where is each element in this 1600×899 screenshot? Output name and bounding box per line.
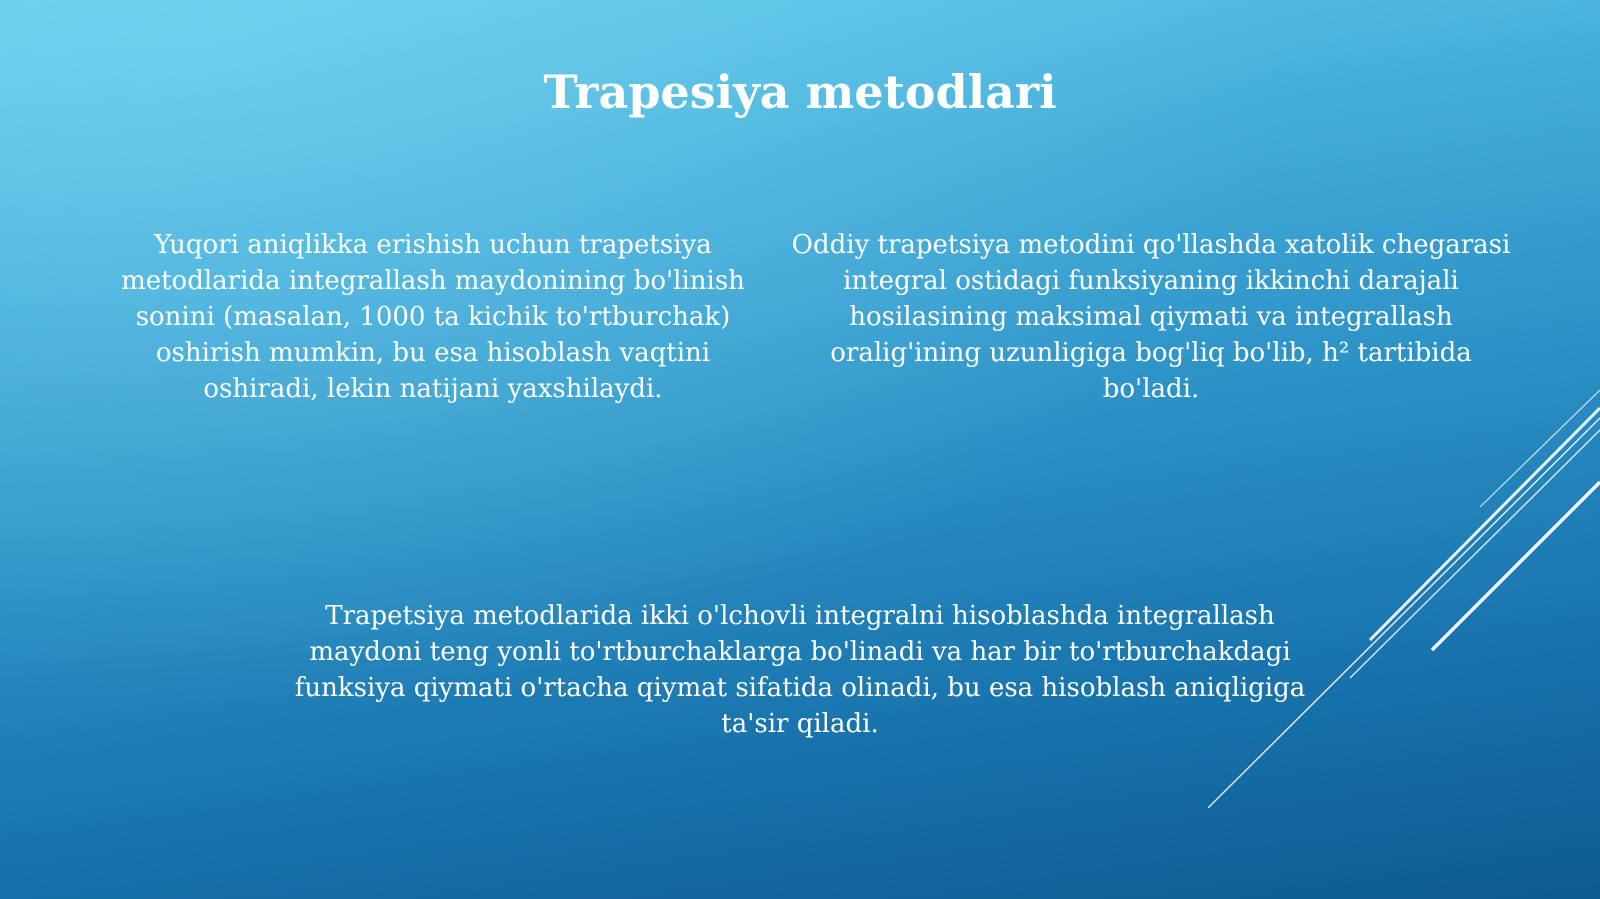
slide-title: Trapesiya metodlari [543,65,1057,119]
deco-line-3 [1432,482,1600,650]
paragraph-left: Yuqori aniqlikka erishish uchun trapetsiya metodlarida integrallash maydonining bo'linish sonini (masalan, 1000 ta kichik to'rtburchak) oshirish mumkin, bu esa hisoblash vaqtini oshiradi, lekin natijani yaxshilaydi. [121,230,745,404]
deco-line-2 [1350,430,1600,678]
paragraph-right: Oddiy trapetsiya metodini qo'llashda xatolik chegarasi integral ostidagi funksiyaning ikkinchi darajali hosilasining maksimal qiymati va integrallash oralig'ining uzunligiga bog'liq bo'lib, h² tartibida bo'ladi. [791,230,1511,404]
paragraph-bottom: Trapetsiya metodlarida ikki o'lchovli integralni hisoblashda integrallash maydoni teng yonli to'rtburchaklarga bo'linadi va har bir to'rtburchakdagi funksiya qiymati o'rtacha qiymat sifatida olinadi, bu esa hisoblash aniqligiga ta'sir qiladi. [294,601,1306,739]
deco-line-1 [1370,408,1600,640]
